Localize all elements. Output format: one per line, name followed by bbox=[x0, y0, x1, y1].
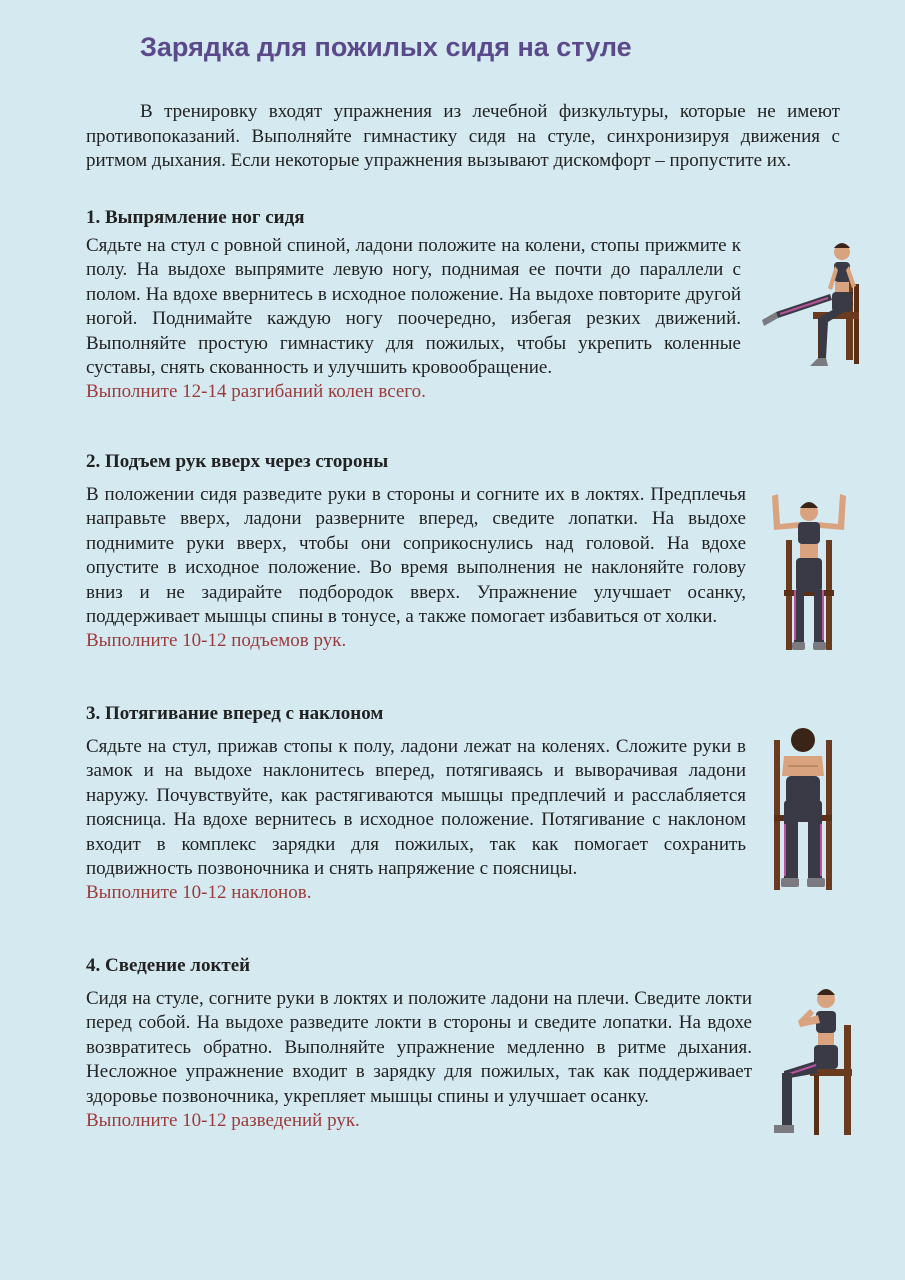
exercise-reps: Выполните 10-12 подъемов рук. bbox=[86, 630, 347, 652]
exercise-reps: Выполните 12-14 разгибаний колен всего. bbox=[86, 381, 426, 403]
exercise-description: Сидя на стуле, согните руки в локтях и положите ладони на плечи. Сведите локти перед собой. На выдохе разведите локти в стороны и сведите лопатки. На вдохе возвратитесь обратно. Выполняйте упражнение медленно в ритме дыхания. Несложное упражнение входит в зарядку для пожилых, так как поддерживает здоровье позвоночника, укрепляет мышцы спины и улучшает осанку. bbox=[86, 988, 752, 1107]
elbow-squeeze-figure bbox=[770, 985, 865, 1145]
exercise-title: 2. Подъем рук вверх через стороны bbox=[86, 451, 389, 472]
exercise-reps: Выполните 10-12 разведений рук. bbox=[86, 1110, 360, 1132]
exercise-description: Сядьте на стул, прижав стопы к полу, ладони лежат на коленях. Сложите руки в замок и на выдохе наклонитесь вперед, потягиваясь и выворачивая ладони наружу. Почувствуйте, как растягиваются мышцы предплечий и расслабляется поясница. На вдохе вернитесь в исходное положение. Потягивание с наклоном входит в комплекс зарядки для пожилых, так как помогает сохранить подвижность позвоночника и снять напряжение с поясницы. bbox=[86, 736, 746, 880]
exercise-title: 4. Сведение локтей bbox=[86, 955, 251, 976]
page-title: Зарядка для пожилых сидя на стуле bbox=[140, 32, 632, 62]
exercise-section-1 bbox=[86, 206, 741, 404]
exercise-description: Сядьте на стул с ровной спиной, ладони положите на колени, стопы прижмите к полу. На выдохе выпрямите левую ногу, поднимая ее почти до параллели с полом. На вдохе ввернитесь в исходное положение. На выдохе повторите другой ногой. Поднимайте каждую ногу поочередно, избегая резких движений. Выполняйте простую гимнастику для пожилых, чтобы укрепить коленные суставы, снять скованность и улучшить кровообращение. bbox=[86, 235, 741, 379]
forward-stretch-figure bbox=[770, 720, 840, 900]
intro-paragraph: В тренировку входят упражнения из лечебной физкультуры, которые не имеют противопоказаний. Выполняйте гимнастику сидя на стуле, синхронизируя движения с ритмом дыхания. Если некоторые упражнения вызывают дискомфорт – пропустите их. bbox=[86, 101, 840, 171]
exercise-section-3 bbox=[86, 702, 746, 905]
exercise-title: 3. Потягивание вперед с наклоном bbox=[86, 703, 384, 724]
exercise-description: В положении сидя разведите руки в стороны и согните их в локтях. Предплечья направьте вверх, ладони разверните вперед, сведите лопатки. На выдохе поднимите руки вверх, чтобы они соприкоснулись над головой. На вдохе опустите в исходное положение. Во время выполнения не наклоняйте голову вниз и не задирайте подбородок вверх. Упражнение улучшает осанку, поддерживает мышцы спины в тонусе, а также помогает избавиться от холки. bbox=[86, 484, 746, 628]
leg-extension-figure bbox=[758, 240, 873, 375]
exercise-title: 1. Выпрямление ног сидя bbox=[86, 207, 305, 228]
arm-raise-figure bbox=[764, 490, 854, 660]
exercise-section-2 bbox=[86, 450, 746, 653]
exercise-section-4 bbox=[86, 954, 752, 1133]
exercise-reps: Выполните 10-12 наклонов. bbox=[86, 882, 312, 904]
